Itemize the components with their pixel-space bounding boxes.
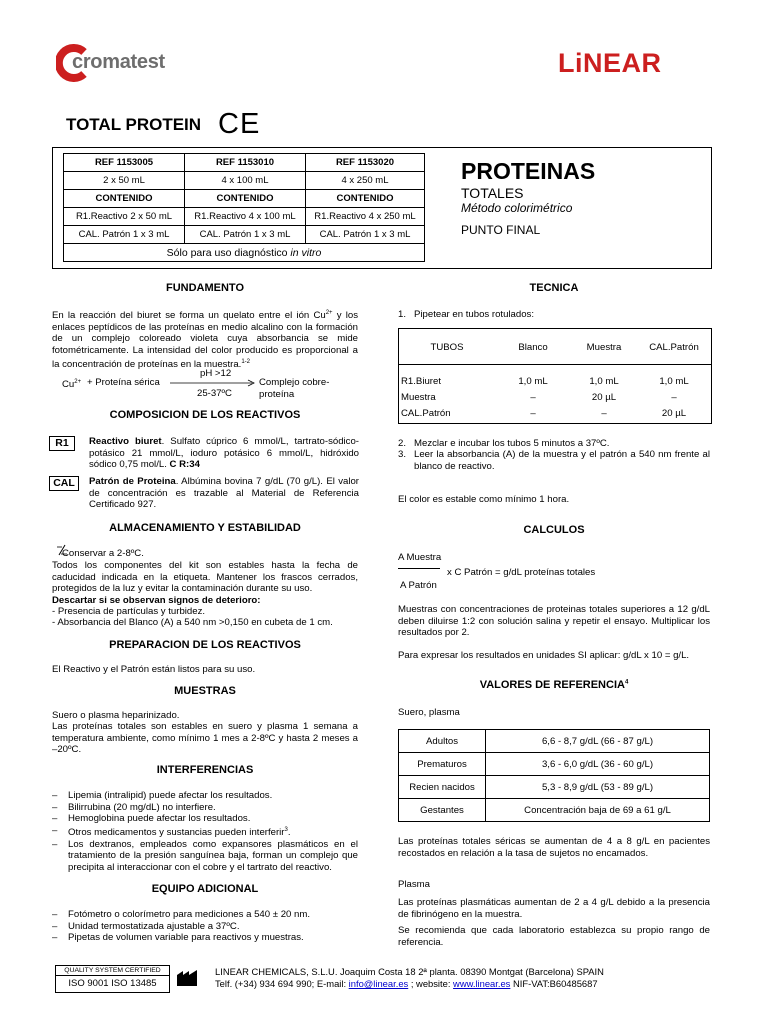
contents-label: CONTENIDO — [185, 190, 306, 208]
valores-text-1: Las proteínas totales séricas se aumentan de 4 a 8 g/L en pacientes recostados en relación a la tasa de sujetos no encamados. — [398, 836, 710, 859]
table-cell: Muestra — [401, 391, 436, 403]
list-item: – Lipemia (intralipid) puede afectar los resultados. — [52, 790, 358, 802]
muestras-line: Suero o plasma heparinizado. — [52, 710, 180, 721]
reagent-row — [64, 208, 425, 226]
ref-cell: REF 1153010 — [185, 154, 306, 172]
conserve-text: Conservar a 2-8ºC. — [62, 548, 144, 559]
table-row — [399, 799, 710, 822]
table-row — [399, 405, 711, 421]
ref-table — [63, 153, 425, 262]
contact-prefix: Telf. (+34) 934 694 990; E-mail: — [215, 978, 349, 989]
interferencias-heading: INTERFERENCIAS — [156, 764, 254, 776]
list-item: – Bilirrubina (20 mg/dL) no interfiere. — [52, 802, 358, 814]
cromatest-logo — [56, 44, 186, 84]
calculos-text-1: Muestras con concentraciones de proteinas totales superiores a 12 g/dL deben diluirse 1:2 con solución salina y repetir el ensayo. Multiplicar los resultados por 2. — [398, 604, 710, 639]
table-cell: Adultos — [399, 730, 486, 753]
calibrator-cell: CAL. Patrón 1 x 3 mL — [185, 226, 306, 244]
discard-item: - Absorbancia del Blanco (A) a 540 nm >0,150 en cubeta de 1 cm. — [52, 617, 333, 628]
table-row — [399, 753, 710, 776]
size-row — [64, 172, 425, 190]
reagent-cell: R1.Reactivo 4 x 250 mL — [306, 208, 425, 226]
contents-row — [64, 190, 425, 208]
list-item: – Fotómetro o colorímetro para mediciones a 540 ± 20 nm. — [52, 909, 358, 921]
ivd-row — [64, 244, 425, 262]
table-cell: – — [530, 391, 536, 403]
reagent-cell: R1.Reactivo 2 x 50 mL — [64, 208, 185, 226]
reaction-equation — [62, 368, 362, 402]
website-link[interactable]: www.linear.es — [453, 978, 511, 989]
almacenamiento-heading: ALMACENAMIENTO Y ESTABILIDAD — [109, 522, 301, 534]
calibrator-cell: CAL. Patrón 1 x 3 mL — [306, 226, 425, 244]
valores-plasma: Plasma — [398, 879, 430, 890]
r1-name: Reactivo biuret — [89, 436, 162, 447]
r1-tag: R1 — [49, 436, 75, 451]
linear-logo — [558, 48, 708, 80]
contact-suffix: NIF-VAT:B60485687 — [510, 978, 598, 989]
ce-mark: CE — [218, 108, 261, 140]
table-cell: Prematuros — [399, 753, 486, 776]
equipo-heading: EQUIPO ADICIONAL — [151, 883, 259, 895]
superscript: 2+ — [325, 310, 333, 316]
table-cell: 1,0 mL — [659, 375, 689, 387]
company-contact — [215, 978, 598, 989]
preparacion-text: El Reactivo y el Patrón están listos para su uso. — [52, 664, 256, 675]
tubes-header: TUBOS — [430, 341, 464, 353]
ref-row — [64, 154, 425, 172]
tecnica-step-3: 3. Leer la absorbancia (A) de la muestra y el patrón a 540 nm frente al blanco de reactivo. — [398, 449, 710, 472]
tecnica-heading: TECNICA — [529, 282, 579, 294]
calibrator-cell: CAL. Patrón 1 x 3 mL — [64, 226, 185, 244]
list-item: – Hemoglobina puede afectar los resultados. — [52, 813, 358, 825]
qs-certs: ISO 9001 ISO 13485 — [68, 978, 157, 989]
table-cell: 1,0 mL — [589, 375, 619, 387]
table-cell: – — [601, 407, 607, 419]
table-cell: – — [530, 407, 536, 419]
product-title: TOTAL PROTEIN — [66, 115, 202, 134]
tubes-header-row — [399, 329, 711, 365]
discard-item: - Presencia de partículas y turbidez. — [52, 606, 206, 617]
ref-cell: REF 1153020 — [306, 154, 425, 172]
table-cell: R1.Biuret — [401, 375, 441, 387]
calc-formula — [398, 552, 710, 596]
table-row — [399, 730, 710, 753]
contents-label: CONTENIDO — [64, 190, 185, 208]
doc-subtitle: TOTALES — [461, 185, 524, 201]
tubes-table — [399, 329, 711, 421]
formula-rest: x C Patrón = g/dL proteínas totales — [447, 567, 596, 578]
composicion-heading: COMPOSICION DE LOS REACTIVOS — [109, 409, 301, 421]
storage-text: Todos los componentes del kit son estables hasta la fecha de caducidad indicada en la etiqueta. Mantener los frascos cerrados, protegidos de la luz y evitar la contaminación durante su uso. — [52, 560, 358, 595]
qs-title: QUALITY SYSTEM CERTIFIED — [56, 966, 169, 976]
table-cell: 6,6 - 8,7 g/dL (66 - 87 g/L) — [486, 730, 710, 753]
valores-text-3: Se recomienda que cada laboratorio establezca su propio rango de referencia. — [398, 925, 710, 948]
tubes-header: Blanco — [518, 341, 548, 353]
cromatest-wordmark: cromatest — [72, 51, 165, 73]
calibrator-row — [64, 226, 425, 244]
title-block — [461, 158, 701, 237]
table-cell: – — [671, 391, 677, 403]
table-cell: 20 µL — [591, 391, 617, 403]
formula-numerator: A Muestra — [398, 552, 442, 563]
tecnica-step-2: 2. Mezclar e incubar los tubos 5 minutos a 37ºC. — [398, 438, 610, 449]
doc-title: PROTEINAS — [461, 158, 596, 184]
manufacturer-icon — [176, 967, 198, 987]
reference-values-table — [398, 729, 710, 822]
list-item: – Los dextranos, empleados como expansores plasmáticos en el tratamiento de la presión sanguínea baja, forman un complejo que precipita al interaccionar con el cobre y el tartrato del reactivo. — [52, 839, 358, 874]
ivd-cell — [64, 244, 425, 262]
doc-method: Método colorimétrico — [461, 201, 573, 215]
size-cell: 4 x 100 mL — [185, 172, 306, 190]
contact-mid: ; website: — [408, 978, 454, 989]
valores-text-2: Las proteínas plasmáticas aumentan de 2 a 4 g/L debido a la presencia de fibrinógeno en la muestra. — [398, 897, 710, 920]
table-cell: CAL.Patrón — [401, 407, 451, 419]
discard-heading: Descartar si se observan signos de deterioro: — [52, 595, 261, 606]
table-cell: 5,3 - 8,9 g/dL (53 - 89 g/L) — [486, 776, 710, 799]
tecnica-stable: El color es estable como mínimo 1 hora. — [398, 494, 570, 505]
table-cell: Recien nacidos — [399, 776, 486, 799]
quality-certificate — [55, 965, 170, 993]
eq-top: pH >12 — [200, 368, 232, 379]
table-cell: 20 µL — [661, 407, 687, 419]
table-row — [399, 373, 711, 389]
r1-code: C R:34 — [169, 459, 200, 471]
cal-tag: CAL — [49, 476, 79, 491]
r1-text — [89, 436, 359, 471]
company-address: LINEAR CHEMICALS, S.L.U. Joaquim Costa 18 2ª planta. 08390 Montgat (Barcelona) SPAIN — [215, 966, 604, 977]
tecnica-step-1: 1. Pipetear en tubos rotulados: — [398, 309, 535, 320]
list-item: – Unidad termostatizada ajustable a 37ºC. — [52, 921, 358, 933]
list-item: – Pipetas de volumen variable para reactivos y muestras. — [52, 932, 358, 944]
tubes-header: CAL.Patrón — [649, 341, 699, 353]
valores-heading: VALORES DE REFERENCIA$^4$ — [479, 679, 629, 691]
ivd-italic: in vitro — [290, 246, 322, 259]
reagent-cell: R1.Reactivo 4 x 100 mL — [185, 208, 306, 226]
calculos-text-2: Para expresar los resultados en unidades SI aplicar: g/dL x 10 = g/L. — [398, 650, 690, 661]
fundamento-text — [52, 308, 358, 370]
table-cell: 3,6 - 6,0 g/dL (36 - 60 g/L) — [486, 753, 710, 776]
eq-right: Complejo cobre-proteína — [259, 377, 330, 400]
superscript: 1-2 — [241, 358, 250, 365]
contents-label: CONTENIDO — [306, 190, 425, 208]
fundamento-text-a: En la reacción del biuret se forma un quelato entre el ión Cu — [52, 310, 326, 322]
cal-description: . Albúmina bovina 7 g/dL (70 g/L). El valor de concentración es trazable al Material de Referencia Certificado 927. — [89, 476, 360, 511]
table-row — [399, 389, 711, 405]
linear-wordmark: LiNEAR — [558, 48, 662, 78]
reaction-arrow-icon — [170, 379, 256, 387]
preparacion-heading: PREPARACION DE LOS REACTIVOS — [109, 639, 301, 651]
list-item: – Otros medicamentos y sustancias pueden interferir$^3$. — [52, 825, 358, 839]
calculos-heading: CALCULOS — [523, 524, 585, 536]
doc-endpoint: PUNTO FINAL — [461, 223, 541, 237]
ivd-text: Sólo para uso diagnóstico — [166, 246, 291, 259]
fundamento-text-b: y los enlaces peptídicos de las proteínas en medio alcalino con la formación de un complejo coloreado violeta cuya absorbancia se mide fotométricamente. La intensidad del color producido es proporcional a la concentración de proteínas en la muestra. — [52, 310, 358, 370]
formula-denominator: A Patrón — [400, 580, 437, 591]
cal-text — [89, 476, 359, 511]
eq-bottom: 25-37ºC — [197, 388, 232, 399]
eq-mid: + Proteína sérica — [87, 377, 160, 388]
table-cell: Gestantes — [399, 799, 486, 822]
ref-cell: REF 1153005 — [64, 154, 185, 172]
fraction-bar — [398, 568, 440, 569]
tubes-header: Muestra — [586, 341, 622, 353]
size-cell: 2 x 50 mL — [64, 172, 185, 190]
cal-name: Patrón de Proteina — [89, 476, 176, 487]
valores-intro: Suero, plasma — [398, 707, 460, 718]
r1-description: . Sulfato cúprico 6 mmol/L, tartrato-sódico-potásico 21 mmol/L, ioduro potásico 6 mmol/L, hidróxido sódico 0,75 mol/L. — [89, 436, 359, 471]
eq-left: $Cu^{2+}$ — [62, 379, 82, 391]
muestras-heading: MUESTRAS — [174, 685, 236, 697]
size-cell: 4 x 250 mL — [306, 172, 425, 190]
email-link[interactable]: info@linear.es — [348, 978, 409, 989]
table-cell: Concentración baja de 69 a 61 g/L — [486, 799, 710, 822]
interferencias-list — [52, 790, 358, 873]
table-row — [399, 776, 710, 799]
fundamento-heading: FUNDAMENTO — [165, 282, 244, 294]
muestras-text: Las proteínas totales son estables en suero y plasma 1 semana a temperatura ambiente, como mínimo 1 mes a 2-8ºC y hasta 2 meses a –20ºC. — [52, 721, 358, 756]
table-cell: 1,0 mL — [518, 375, 548, 387]
equipo-list — [52, 909, 358, 944]
